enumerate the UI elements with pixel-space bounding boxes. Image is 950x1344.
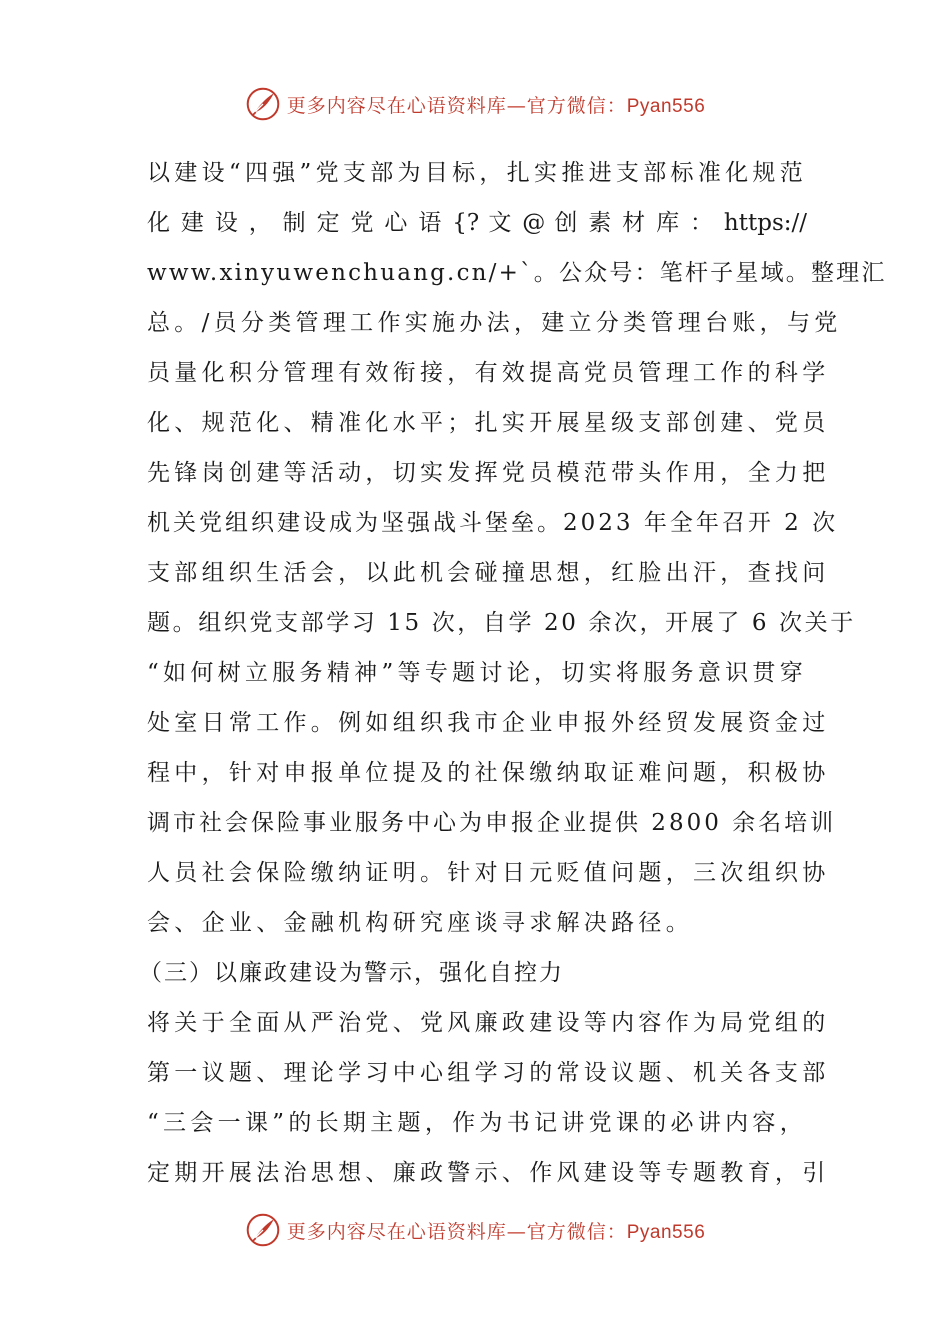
body-line: 调市社会保险事业服务中心为申报企业提供 2800 余名培训 [147, 810, 837, 836]
body-line: www.xinyuwenchuang.cn/+`。公众号：笔杆子星域。整理汇 [147, 260, 887, 286]
body-line: 化、规范化、精准化水平；扎实开展星级支部创建、党员 [147, 410, 830, 436]
body-line: 定期开展法治思想、廉政警示、作风建设等专题教育，引 [147, 1160, 830, 1186]
body-line: 员量化积分管理有效衔接，有效提高党员管理工作的科学 [147, 360, 830, 386]
quill-pen-logo-icon [245, 1212, 281, 1248]
watermark-header [0, 84, 950, 124]
section-heading: （三）以廉政建设为警示，强化自控力 [139, 960, 564, 986]
body-line: 支部组织生活会，以此机会碰撞思想，红脸出汗，查找问 [147, 560, 830, 586]
body-line: 总。/员分类管理工作实施办法，建立分类管理台账，与党 [147, 310, 842, 336]
document-body [139, 148, 887, 1198]
body-line: “三会一课”的长期主题，作为书记讲党课的必讲内容， [147, 1110, 808, 1136]
body-line: 第一议题、理论学习中心组学习的常设议题、机关各支部 [147, 1060, 830, 1086]
quill-pen-logo-icon [245, 86, 281, 122]
body-line: 化 建 设 ， 制 定 党 心 语 {? 文 @ 创 素 材 库 ： https:// [147, 210, 807, 236]
body-line: 题。组织党支部学习 15 次，自学 20 余次，开展了 6 次关于 [147, 610, 856, 636]
watermark-text: 更多内容尽在心语资料库—官方微信：Pyan556 [286, 94, 706, 117]
watermark-footer [0, 1210, 950, 1250]
body-line: “如何树立服务精神”等专题讨论，切实将服务意识贯穿 [147, 660, 808, 686]
body-line: 将关于全面从严治党、党风廉政建设等内容作为局党组的 [147, 1010, 830, 1036]
body-line: 机关党组织建设成为坚强战斗堡垒。2023 年全年召开 2 次 [147, 510, 839, 536]
body-line: 人员社会保险缴纳证明。针对日元贬值问题，三次组织协 [147, 860, 830, 886]
body-line: 处室日常工作。例如组织我市企业申报外经贸发展资金过 [147, 710, 830, 736]
body-line: 会、企业、金融机构研究座谈寻求解决路径。 [147, 910, 693, 936]
watermark-text: 更多内容尽在心语资料库—官方微信：Pyan556 [286, 1220, 706, 1243]
body-line: 先锋岗创建等活动，切实发挥党员模范带头作用，全力把 [147, 460, 830, 486]
body-line: 以建设“四强”党支部为目标，扎实推进支部标准化规范 [147, 160, 808, 186]
body-line: 程中，针对申报单位提及的社保缴纳取证难问题，积极协 [147, 760, 830, 786]
